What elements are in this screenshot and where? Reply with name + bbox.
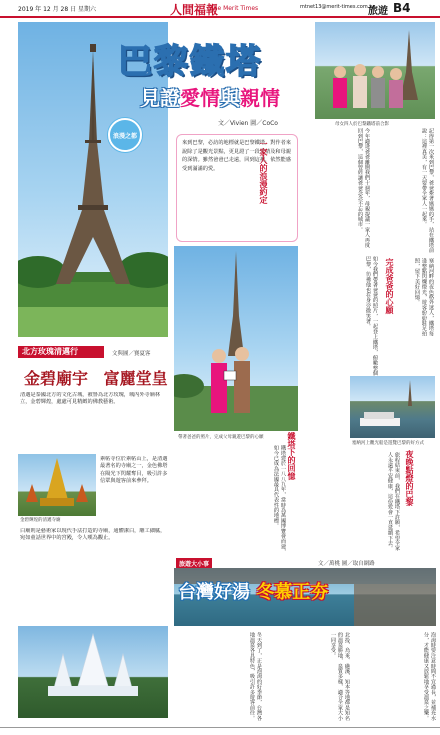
feature-text: 北投、烏來、礁溪、知本等地都是知名的溫泉勝地，泉質多樣，適合全家大小一同享受。 xyxy=(330,632,350,721)
photo-caption: 帶著爸爸的照片，完成父母親遊巴黎的心願 xyxy=(178,435,264,440)
photo-caption: 母女四人於巴黎鐵塔前合影 xyxy=(335,122,389,127)
feature-label-bar: 北方玫瑰清邁行 xyxy=(18,346,104,358)
subtitle-highlight: 親情 xyxy=(240,86,280,110)
issue-date: 2019 年 12 月 28 日 星期六 xyxy=(18,6,96,13)
article-subtitle xyxy=(140,82,280,111)
feature-credit: 文／萬桃 圖／取自網路 xyxy=(318,561,375,567)
golden-pagoda-illustration xyxy=(18,454,96,516)
page-number: B4 xyxy=(393,1,411,15)
feature-title-part: 金碧廟宇 xyxy=(24,369,89,388)
family-photo xyxy=(315,22,435,119)
contact-email: mtnet13@merit-times.com.tw xyxy=(300,4,376,10)
feature-title xyxy=(24,366,168,389)
photo-caption: 金碧輝煌的清邁寺廟 xyxy=(20,518,61,523)
subtitle-part: 見證 xyxy=(140,86,180,110)
photo-caption: 白廟是清萊最受歡迎的景點之一 xyxy=(62,721,125,726)
feature-title xyxy=(178,578,328,604)
article-column: 塞納河畔的夜色格外迷人，鐵塔每逢整點閃爍燈光，遊客紛紛駐足拍照，留下美好回憶。 xyxy=(414,258,434,336)
article-intro: 來到巴黎，必訪的地標就是巴黎鐵塔，對作者來說除了是觀光景點，更見證了一段愛情及和母親的深情。雖然爸爸已走遠，回到這裡，依然能感受到滿滿的愛。 xyxy=(176,134,298,242)
hot-spring-photo xyxy=(174,568,436,626)
golden-temple-photo xyxy=(18,454,96,516)
feature-tag: 旅遊大小事 xyxy=(176,558,212,569)
subtitle-highlight: 愛情 xyxy=(180,86,220,110)
family-illustration xyxy=(315,22,435,119)
white-temple-photo xyxy=(18,626,168,718)
feature-text: 冬天到了，正是泡湯的好季節，台灣各地溫泉各具特色，吸引許多遊客前往。 xyxy=(249,632,262,721)
feature-credit: 文與圖／賽夏客 xyxy=(112,351,151,357)
subheading: 鐵塔下的回憶 xyxy=(287,432,296,480)
mother-photo xyxy=(174,246,298,431)
article-column: 旅程結束前，我們在鐵塔下許願，希望全家人永遠平安健康，這份愛會一直延續下去。 xyxy=(387,452,400,551)
feature-text: 泡湯時要注意時間不宜過長，並補充水分，才能健康又放鬆地享受溫泉之樂。 xyxy=(423,632,436,721)
page-header xyxy=(0,0,440,18)
feature-title-part: 台灣好湯 xyxy=(178,582,250,603)
article-column: 如今我們帶著爸爸的照片，一起登上鐵塔，俯瞰整個巴黎，彷彿他也在身旁微笑著。 xyxy=(365,256,378,376)
subheading: 完成爸爸的心願 xyxy=(385,258,394,314)
article-byline: 文／Vivien 圖／CoCo xyxy=(218,120,278,127)
photo-caption: 塞納河上觀光船是遊覽巴黎的好方式 xyxy=(352,441,424,446)
newspaper-logo: 人間福報 xyxy=(170,3,219,17)
article-title: 巴黎鐵塔 xyxy=(118,42,262,82)
article-column: 鐵塔建於一八八九年，當時為萬國博覽會而建，如今已成為法國最具代表性的地標。 xyxy=(273,445,286,555)
feature-title-highlight: 冬慕正夯 xyxy=(256,582,329,603)
feature-text: 素帖寺位於素帖山上，是清邁最著名的寺廟之一，金色佛塔在陽光下閃耀奪目，吸引許多信眾與遊客前來參拜。 xyxy=(100,456,168,485)
theme-badge: 浪漫之都 xyxy=(108,118,142,152)
white-temple-illustration xyxy=(18,626,168,718)
article-column: 今年適逢爸爸離開我們十週年，母親提議一家人再度回到巴黎，這個曾經讓爸爸念念不忘的城市。 xyxy=(357,128,370,248)
article-column: 記得第一次來到巴黎，爸爸牽著媽媽的手，站在鐵塔前說：這裡真美，有一天要帶全家人一起來。 xyxy=(421,128,434,253)
newspaper-logo-english: The Merit Times xyxy=(210,5,259,12)
feature-text: 清邁是泰國北方的文化古城，被譽為北方玫瑰，城內外寺廟林立，金碧輝煌，處處可見精緻的佛教藝術。 xyxy=(20,392,161,406)
feature-text: 白廟則是藝術家以現代手法打造的寺廟，通體潔白，雕工細膩，宛如童話世界中的宮殿，令人嘆為觀止。 xyxy=(20,528,166,542)
mother-illustration xyxy=(174,246,298,431)
subheading: 夜晚點燈的巴黎 xyxy=(405,450,414,506)
feature-title-part: 富麗堂皇 xyxy=(103,369,168,388)
page-footer xyxy=(0,727,440,735)
boat-illustration xyxy=(350,376,435,438)
subheading: 一家人的浪漫約定 xyxy=(259,140,268,204)
seine-river-photo xyxy=(350,376,435,438)
section-name: 旅遊 xyxy=(368,6,388,17)
subtitle-part: 與 xyxy=(220,86,240,110)
